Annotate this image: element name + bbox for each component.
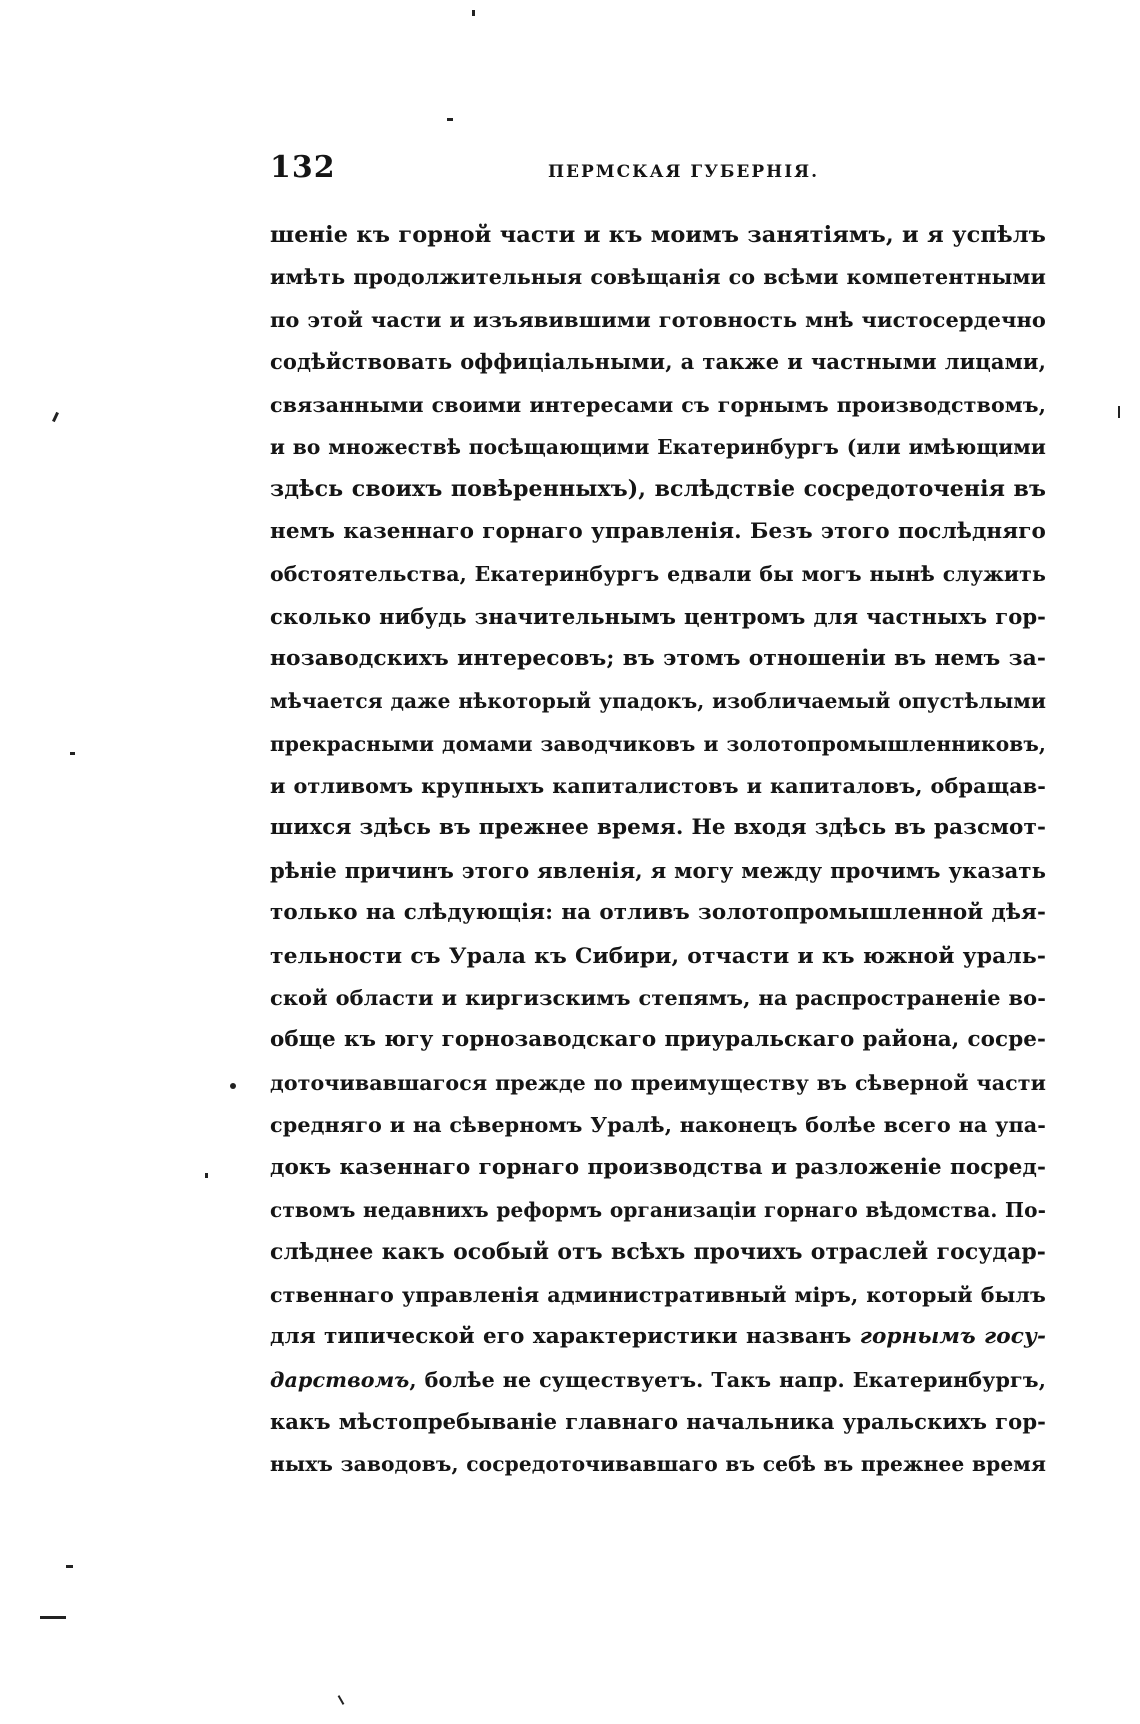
scan-speck bbox=[338, 1695, 345, 1705]
scan-speck bbox=[205, 1173, 208, 1178]
text-line: нозаводскихъ интересовъ; въ этомъ отношеніи въ немъ за- bbox=[270, 645, 1046, 671]
text-line: связанными своими интересами съ горнымъ производствомъ, bbox=[270, 392, 1046, 417]
text-line: шихся здѣсь въ прежнее время. Не входя здѣсь въ разсмот- bbox=[270, 815, 1046, 841]
italic-phrase: дарствомъ bbox=[270, 1367, 410, 1392]
text-line: ственнаго управленія административный міръ, который былъ bbox=[270, 1282, 1046, 1307]
text-line: только на слѣдующія: на отливъ золотопромышленной дѣя- bbox=[270, 900, 1046, 926]
text-line: ствомъ недавнихъ реформъ организаціи горнаго вѣдомства. По- bbox=[270, 1197, 1046, 1222]
page-number: 132 bbox=[270, 150, 336, 185]
text-line: для типической его характеристики названъ горнымъ госу- bbox=[270, 1324, 1046, 1350]
text-line: доточивавшагося прежде по преимуществу въ сѣверной части bbox=[270, 1070, 1046, 1095]
text-line: немъ казеннаго горнаго управленія. Безъ этого послѣдняго bbox=[270, 518, 1046, 544]
text-line: средняго и на сѣверномъ Уралѣ, наконецъ болѣе всего на упа- bbox=[270, 1113, 1046, 1138]
text-line: и во множествѣ посѣщающими Екатеринбургъ (или имѣющими bbox=[270, 434, 1046, 459]
scan-speck bbox=[472, 10, 475, 16]
text-line: обстоятельства, Екатеринбургъ едвали бы могъ нынѣ служить bbox=[270, 562, 1046, 587]
text-line: ской области и киргизскимъ степямъ, на распространеніе во- bbox=[270, 985, 1046, 1011]
text-line: тельности съ Урала къ Сибири, отчасти и къ южной ураль- bbox=[270, 942, 1046, 969]
scan-speck bbox=[52, 412, 59, 422]
text-line: какъ мѣстопребываніе главнаго начальника уральскихъ гор- bbox=[270, 1408, 1046, 1434]
scan-speck bbox=[230, 1083, 236, 1089]
body-text bbox=[270, 214, 1046, 1486]
scan-speck bbox=[1118, 406, 1120, 418]
italic-phrase: горнымъ госу- bbox=[859, 1324, 1046, 1350]
scan-speck bbox=[70, 752, 75, 755]
scan-speck bbox=[66, 1565, 73, 1568]
text-line: шеніе къ горной части и къ моимъ занятіямъ, и я успѣлъ bbox=[270, 222, 1046, 248]
text-line: сколько нибудь значительнымъ центромъ для частныхъ гор- bbox=[270, 603, 1046, 629]
text-line: и отливомъ крупныхъ капиталистовъ и капиталовъ, обращав- bbox=[270, 773, 1046, 799]
scan-speck bbox=[40, 1616, 66, 1619]
text-line: здѣсь своихъ повѣренныхъ), вслѣдствіе сосредоточенія въ bbox=[270, 476, 1046, 503]
text-line: содѣйствовать оффиціальными, а также и частными лицами, bbox=[270, 349, 1046, 375]
running-head bbox=[270, 150, 1046, 194]
text-line: ныхъ заводовъ, сосредоточивавшаго въ себѣ въ прежнее время bbox=[270, 1452, 1046, 1477]
running-title: ПЕРМСКАЯ ГУБЕРНІЯ. bbox=[548, 162, 820, 182]
scan-speck bbox=[447, 118, 453, 121]
text-line: слѣднее какъ особый отъ всѣхъ прочихъ отраслей государ- bbox=[270, 1239, 1046, 1266]
text-line: докъ казеннаго горнаго производства и разложеніе посред- bbox=[270, 1154, 1046, 1180]
text-line: дарствомъ, болѣе не существуетъ. Такъ напр. Екатеринбургъ, bbox=[270, 1367, 1046, 1392]
text-line: рѣніе причинъ этого явленія, я могу между прочимъ указать bbox=[270, 857, 1046, 883]
text-line: имѣть продолжительныя совѣщанія со всѣми компетентными bbox=[270, 265, 1046, 290]
text-line: мѣчается даже нѣкоторый упадокъ, изобличаемый опустѣлыми bbox=[270, 689, 1046, 714]
text-line: прекрасными домами заводчиковъ и золотопромышленниковъ, bbox=[270, 731, 1046, 756]
text-line: обще къ югу горнозаводскаго приуральскаго района, сосре- bbox=[270, 1027, 1046, 1053]
text-line: по этой части и изъявившими готовность мнѣ чистосердечно bbox=[270, 306, 1046, 332]
